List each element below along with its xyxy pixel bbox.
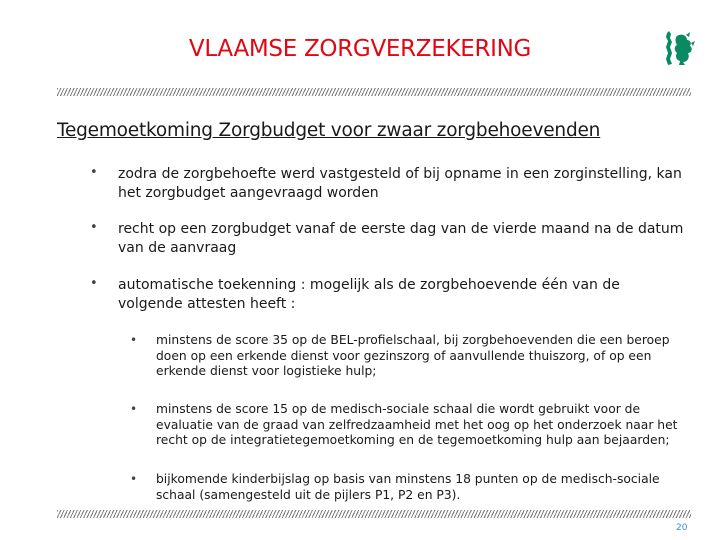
bullet-text: automatische toekenning : mogelijk als de zorgbehoevende één van de volgende attesten heeft : [118, 277, 620, 312]
page-number: 20 [676, 523, 688, 533]
bullet-text: recht op een zorgbudget vanaf de eerste dag van de vierde maand na de datum van de aanvraag [118, 221, 684, 256]
bullet-marker: • [90, 165, 98, 180]
sub-bullet-text: minstens de score 15 op de medisch-sociale schaal die wordt gebruikt voor de evaluatie van de graad van zelfredzaamheid met het oog op het onderzoek naar het recht op de integratietegemoetkoming en de tegemoetkoming hulp aan bejaarden; [156, 402, 678, 447]
sub-bullet-text: minstens de score 35 op de BEL-profielschaal, bij zorgbehoevenden die een beroep doen op een erkende dienst voor gezinszorg of aanvullende thuiszorg, of op een erkende dienst voor logistieke hulp; [156, 333, 670, 378]
header-divider [57, 88, 691, 96]
sub-bullet-marker: • [130, 472, 138, 486]
bullet-marker: • [90, 220, 98, 235]
sub-bullet-marker: • [130, 402, 138, 416]
flemish-lion-icon [663, 29, 697, 67]
section-heading: Tegemoetkoming Zorgbudget voor zwaar zorgbehoevenden [57, 120, 601, 141]
sub-bullet-marker: • [130, 333, 138, 347]
bullet-marker: • [90, 276, 98, 291]
page-title: VLAAMSE ZORGVERZEKERING [188, 36, 532, 62]
footer-divider [57, 510, 691, 518]
sub-bullet-text: bijkomende kinderbijslag op basis van minstens 18 punten op de medisch-sociale schaal (samengesteld uit de pijlers P1, P2 en P3). [156, 472, 660, 502]
bullet-text: zodra de zorgbehoefte werd vastgesteld of bij opname in een zorginstelling, kan het zorgbudget aangevraagd worden [118, 166, 682, 201]
